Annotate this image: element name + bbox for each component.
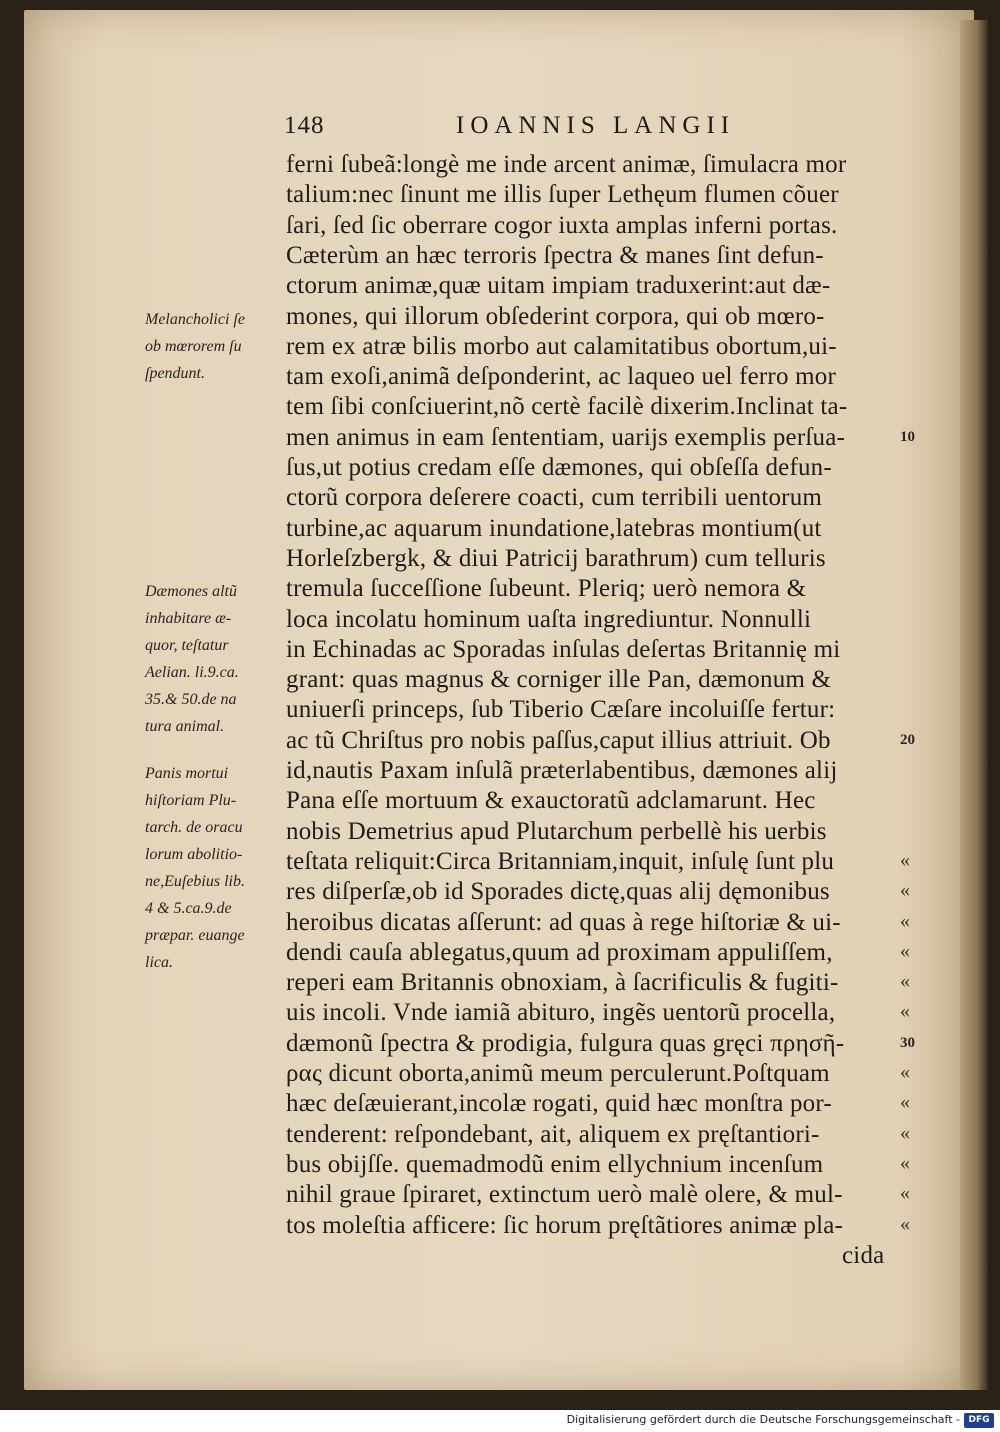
quotation-mark: «	[900, 879, 910, 902]
quotation-mark: «	[900, 1061, 910, 1083]
text-line: turbine,ac aquarum inundatione,latebras montium(ut	[286, 514, 822, 542]
marginal-note-line: Panis mortui	[145, 765, 229, 782]
page-edge	[960, 20, 988, 1390]
quotation-mark: «	[900, 1151, 910, 1174]
text-line: tremula ſucceſſione ſubeunt. Pleriq; uerò nemora &	[286, 575, 807, 603]
text-line: bus obijſſe. quemadmodũ enim ellychnium incenſum	[286, 1150, 824, 1178]
text-line: ferni ſubeã:longè me inde arcent animæ, ſimulacra mor	[286, 151, 847, 178]
marginal-note-line: tura animal.	[145, 718, 225, 736]
text-line: nobis Demetrius apud Plutarchum perbellè his uerbis	[286, 817, 827, 845]
text-line: mones, qui illorum obſederint corpora, qui ob mœro-	[286, 302, 825, 330]
line-number: 10	[900, 428, 915, 445]
marginal-note-line: Melancholici ſe	[145, 310, 245, 328]
quotation-mark: «	[900, 1000, 910, 1023]
text-line: rem ex atræ bilis morbo aut calamitatibus obortum,ui-	[286, 332, 837, 360]
marginal-note-line: tarch. de oracu	[145, 819, 243, 836]
text-line: Pana eſſe mortuum & exauctoratũ adclamarunt. Hec	[286, 787, 816, 815]
text-line: ſus,ut potius credam eſſe dæmones, qui obſeſſa defun-	[286, 454, 832, 481]
text-line: ctorum animæ,quæ uitam impiam traduxerint:aut dæ-	[286, 272, 831, 300]
line-number: 30	[900, 1034, 915, 1051]
marginal-note-line: ob mœrorem ſu	[145, 337, 242, 355]
text-line: tenderent: reſpondebant, ait, aliquem ex pręſtantiori-	[286, 1120, 820, 1148]
page-header	[284, 112, 894, 148]
marginal-note-line: ſpendunt.	[145, 364, 205, 382]
marginal-note-line: Aelian. li.9.ca.	[145, 664, 239, 682]
text-line: tem ſibi conſciuerint,nõ certè facilè dixerim.Inclinat ta-	[286, 393, 848, 421]
text-line: dæmonũ ſpectra & prodigia, fulgura quas gręci πρησῆ-	[286, 1029, 845, 1057]
quotation-mark: «	[900, 848, 910, 871]
funding-credit: Digitalisierung gefördert durch die Deutsche Forschungsgemeinschaft -	[566, 1413, 960, 1426]
text-line: ctorũ corpora deſerere coacti, cum terribili uentorum	[286, 484, 823, 512]
text-line: reperi eam Britannis obnoxiam, à ſacrificulis & fugiti-	[286, 969, 839, 997]
quotation-mark: «	[900, 909, 910, 932]
text-line: in Echinadas ac Sporadas inſulas deſertas Britannię mi	[286, 635, 841, 663]
marginal-note-line: ne,Euſebius lib.	[145, 873, 245, 890]
text-line: hæc deſæuierant,incolæ rogati, quid hæc monſtra por-	[286, 1090, 832, 1118]
catchword: cida	[842, 1241, 885, 1269]
quotation-mark: «	[900, 1212, 910, 1235]
marginal-note-line: lorum abolitio-	[145, 846, 243, 863]
quotation-mark: «	[900, 1121, 910, 1144]
marginal-note-line: 4 & 5.ca.9.de	[145, 900, 232, 917]
running-head: IOANNIS LANGII	[456, 112, 736, 139]
marginal-note-line: præpar. euange	[145, 927, 245, 944]
quotation-mark: «	[900, 939, 910, 962]
text-line: ρας dicunt oborta,animũ meum perculerunt.Poſtquam	[286, 1060, 830, 1087]
text-line: ac tũ Chriſtus pro nobis paſſus,caput illius attriuit. Ob	[286, 726, 831, 754]
text-line: id,nautis Paxam inſulã præterlabentibus, dæmones alij	[286, 757, 838, 784]
marginal-note-line: 35.& 50.de na	[145, 691, 237, 709]
footer-bar	[0, 1410, 1000, 1432]
text-line: uniuerſi princeps, ſub Tiberio Cæſare incoluiſſe fertur:	[286, 696, 836, 724]
text-line: Cæterùm an hæc terroris ſpectra & manes ſint defun-	[286, 241, 824, 269]
line-number: 20	[900, 731, 915, 748]
marginal-note-line: Dæmones altũ	[145, 583, 237, 601]
text-line: grant: quas magnus & corniger ille Pan, dæmonum &	[286, 666, 832, 694]
text-line: loca incolatu hominum uaſta ingrediuntur. Nonnulli	[286, 605, 812, 633]
quotation-mark: «	[900, 970, 910, 993]
text-line: uis incoli. Vnde iamiã abituro, ingẽs uentorũ procella,	[286, 999, 836, 1027]
marginal-note-line: quor, teſtatur	[145, 637, 229, 655]
text-line: talium:nec ſinunt me illis ſuper Lethęum flumen cõuer	[286, 181, 839, 209]
text-line: men animus in eam ſententiam, uarijs exemplis perſua-	[286, 423, 846, 451]
text-line: dendi cauſa ablegatus,quum ad proximam appuliſſem,	[286, 938, 833, 966]
marginal-note-line: hiſtoriam Plu-	[145, 792, 237, 809]
text-line: nihil graue ſpiraret, extinctum uerò malè olere, & mul-	[286, 1181, 843, 1209]
page-number: 148	[284, 112, 325, 139]
text-line: heroibus dicatas aſſerunt: ad quas à rege hiſtoriæ & ui-	[286, 908, 841, 936]
text-line: Horleſzbergk, & diui Patricij barathrum) cum telluris	[286, 544, 826, 572]
text-line: res diſperſæ,ob id Sporades dictę,quas alij dęmonibus	[286, 878, 830, 906]
quotation-mark: «	[900, 1182, 910, 1205]
dfg-logo: DFG	[964, 1413, 994, 1428]
text-line: teſtata reliquit:Circa Britanniam,inquit, inſulę ſunt plu	[286, 847, 835, 875]
text-line: tam exoſi,animã deſponderint, ac laqueo uel ferro mor	[286, 363, 836, 391]
marginal-note-line: lica.	[145, 954, 173, 971]
quotation-mark: «	[900, 1091, 910, 1114]
text-line: tos moleſtia afficere: ſic horum pręſtãtiores animæ pla-	[286, 1211, 844, 1239]
marginal-note-line: inhabitare æ-	[145, 610, 232, 628]
text-line: ſari, ſed ſic oberrare cogor iuxta amplas inferni portas.	[286, 211, 838, 239]
